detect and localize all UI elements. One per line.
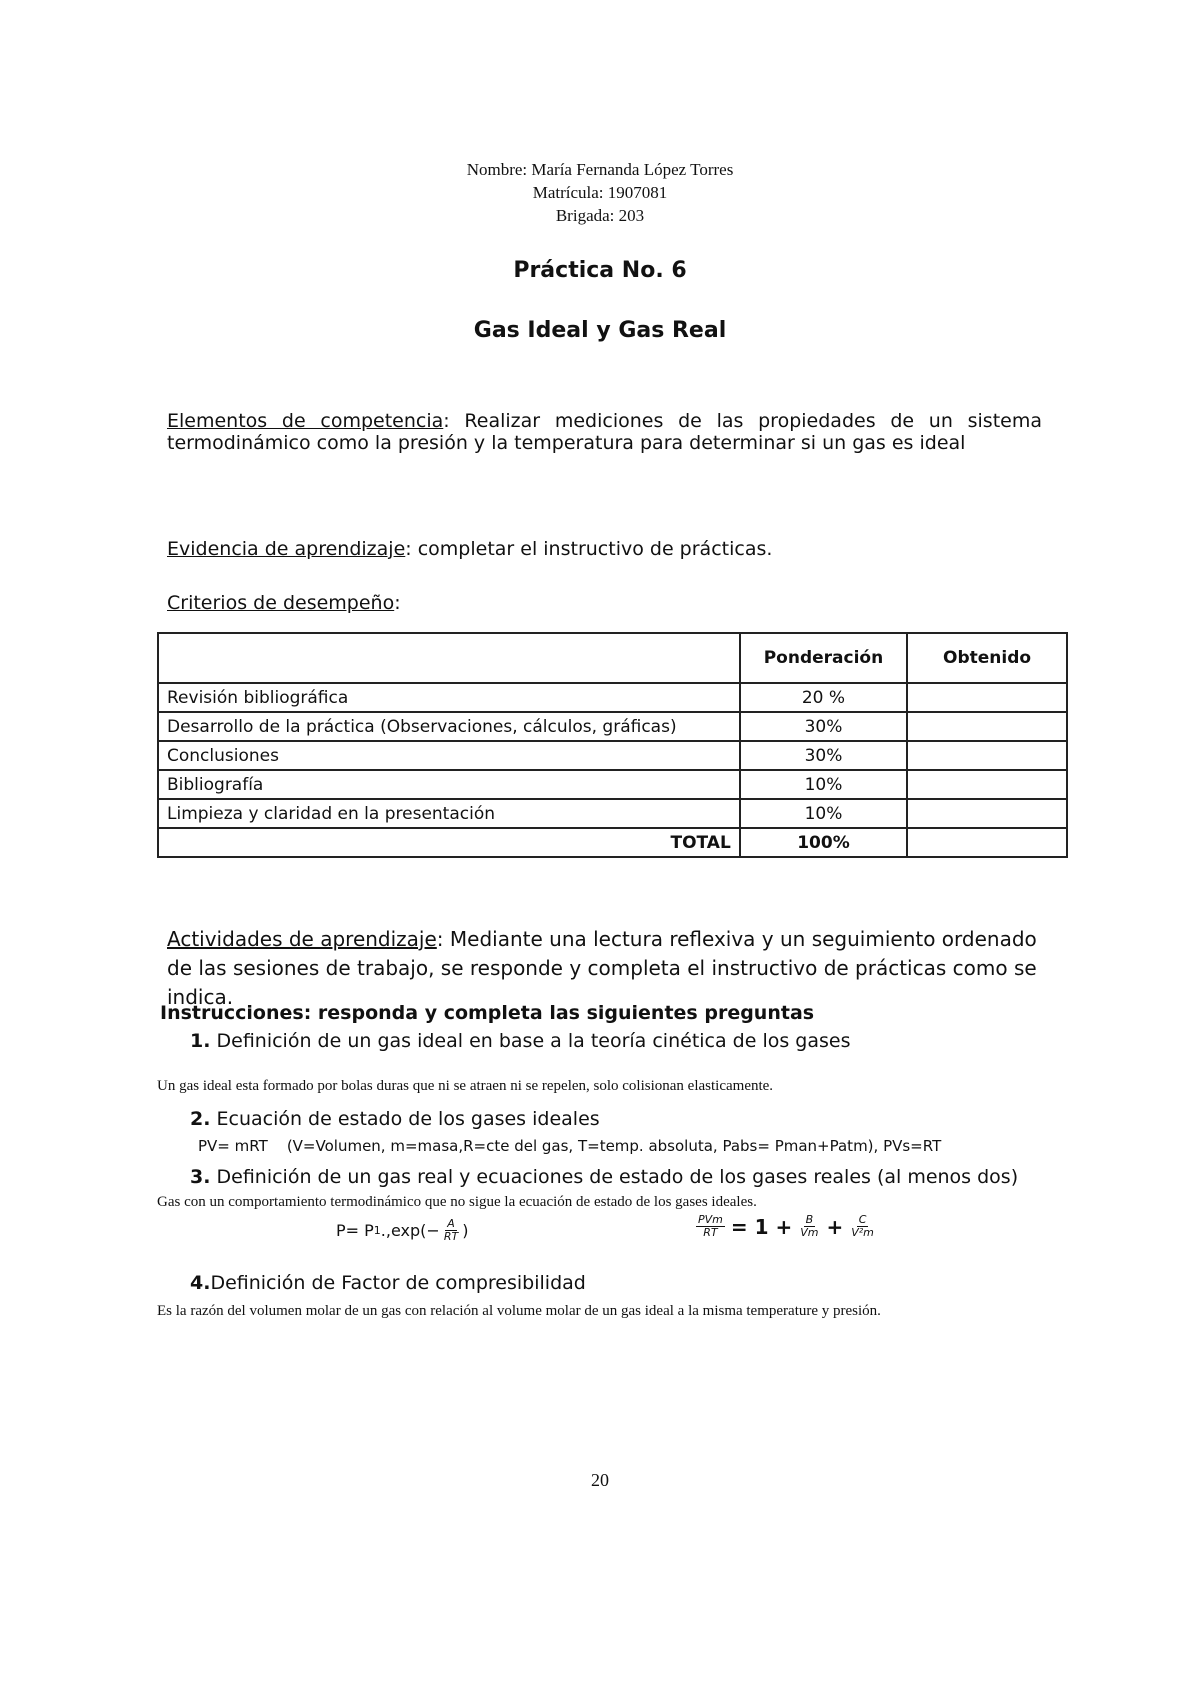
eq2-plus: +	[826, 1214, 844, 1239]
question-2	[190, 1108, 600, 1130]
criterios-suffix: :	[394, 592, 401, 614]
table-cell-obtenido	[907, 683, 1067, 712]
table-header-row	[158, 633, 1067, 683]
eq2-b-den: Vm	[800, 1226, 819, 1239]
table-total-value: 100%	[740, 828, 907, 857]
table-total-label: TOTAL	[158, 828, 740, 857]
table-cell-criterio: Desarrollo de la práctica (Observaciones, cálculos, gráficas)	[158, 712, 740, 741]
question-number: 4.	[190, 1272, 211, 1294]
question-4	[190, 1272, 586, 1294]
table-row	[158, 799, 1067, 828]
question-3	[190, 1166, 1018, 1188]
table-cell-ponderacion: 20 %	[740, 683, 907, 712]
question-text: Definición de un gas real y ecuaciones de estado de los gases reales (al menos dos)	[210, 1166, 1019, 1188]
instructions-heading: Instrucciones: responda y completa las siguientes preguntas	[160, 1002, 815, 1024]
answer-2: PV= mRT (V=Volumen, m=masa,R=cte del gas, T=temp. absoluta, Pabs= Pman+Patm), PVs=RT	[198, 1137, 942, 1155]
table-cell-criterio: Limpieza y claridad en la presentación	[158, 799, 740, 828]
equation-1	[336, 1218, 468, 1243]
table-cell-criterio: Bibliografía	[158, 770, 740, 799]
evidencia-paragraph	[167, 538, 1042, 560]
eq1-den: RT	[443, 1230, 459, 1243]
eq1-close: )	[462, 1221, 469, 1240]
table-row	[158, 741, 1067, 770]
actividades-text: : Mediante una lectura reflexiva y un seguimiento ordenado de las sesiones de trabajo, se responde y completa el instructivo de prácticas como se indica.	[167, 927, 1037, 1009]
criterios-heading	[167, 592, 1042, 614]
practice-title: Práctica No. 6	[513, 258, 687, 283]
competencia-text: : Realizar mediciones de las propiedades de un sistema termodinámico como la presión y la temperatura para determinar si un gas es ideal	[167, 410, 1042, 454]
table-cell-obtenido	[907, 770, 1067, 799]
table-header-criterio	[158, 633, 740, 683]
question-1	[190, 1030, 851, 1052]
table-row	[158, 683, 1067, 712]
table-cell-ponderacion: 30%	[740, 712, 907, 741]
criteria-table	[157, 632, 1068, 858]
actividades-label: Actividades de aprendizaje	[167, 927, 437, 951]
practice-subtitle: Gas Ideal y Gas Real	[473, 318, 727, 343]
table-header-obtenido: Obtenido	[907, 633, 1067, 683]
evidencia-text: : completar el instructivo de prácticas.	[405, 538, 773, 560]
answer-3: Gas con un comportamiento termodinámico que no sigue la ecuación de estado de los gases ideales.	[157, 1194, 757, 1210]
question-number: 1.	[190, 1030, 211, 1052]
page-number: 20	[591, 1470, 609, 1490]
question-text: Ecuación de estado de los gases ideales	[210, 1108, 600, 1130]
eq2-lhs-den: RT	[703, 1226, 718, 1239]
table-cell-obtenido	[907, 741, 1067, 770]
eq1-mid: .,exp(−	[380, 1221, 440, 1240]
question-text: Definición de Factor de compresibilidad	[210, 1272, 586, 1294]
eq1-prefix: P= P	[336, 1221, 374, 1240]
eq1-sub: 1	[373, 1224, 381, 1237]
student-name: Nombre: María Fernanda López Torres	[466, 160, 734, 179]
question-text: Definición de un gas ideal en base a la teoría cinética de los gases	[210, 1030, 851, 1052]
eq2-lhs-num: PVm	[698, 1213, 723, 1226]
eq1-num: A	[447, 1217, 455, 1230]
criterios-label: Criterios de desempeño	[167, 592, 395, 614]
table-cell-ponderacion: 10%	[740, 770, 907, 799]
eq2-lhs	[696, 1214, 725, 1239]
evidencia-label: Evidencia de aprendizaje	[167, 538, 406, 560]
question-number: 2.	[190, 1108, 211, 1130]
eq2-equals: = 1 +	[730, 1214, 793, 1239]
answer-4: Es la razón del volumen molar de un gas con relación al volume molar de un gas ideal a la misma temperature y presión.	[157, 1303, 881, 1319]
eq1-fraction	[442, 1218, 460, 1243]
equation-2	[694, 1214, 878, 1239]
student-matricula: Matrícula: 1907081	[532, 183, 668, 202]
table-cell-ponderacion: 10%	[740, 799, 907, 828]
eq2-c-num: C	[858, 1213, 867, 1226]
student-brigada: Brigada: 203	[555, 206, 645, 225]
actividades-paragraph	[167, 925, 1042, 1012]
table-cell-ponderacion: 30%	[740, 741, 907, 770]
table-cell-criterio: Revisión bibliográfica	[158, 683, 740, 712]
eq2-c-den: V²m	[851, 1226, 874, 1239]
eq2-b-term	[798, 1214, 820, 1239]
table-cell-criterio: Conclusiones	[158, 741, 740, 770]
table-row	[158, 712, 1067, 741]
eq2-c-term	[849, 1214, 876, 1239]
question-number: 3.	[190, 1166, 211, 1188]
competencia-label: Elementos de competencia	[167, 410, 444, 432]
table-cell-obtenido	[907, 799, 1067, 828]
table-row	[158, 770, 1067, 799]
table-total-obtenido	[907, 828, 1067, 857]
answer-1: Un gas ideal esta formado por bolas duras que ni se atraen ni se repelen, solo colisionan elasticamente.	[157, 1078, 774, 1094]
competencia-paragraph	[167, 410, 1042, 454]
eq2-b-num: B	[805, 1213, 814, 1226]
table-header-ponderacion: Ponderación	[740, 633, 907, 683]
table-total-row	[158, 828, 1067, 857]
table-cell-obtenido	[907, 712, 1067, 741]
